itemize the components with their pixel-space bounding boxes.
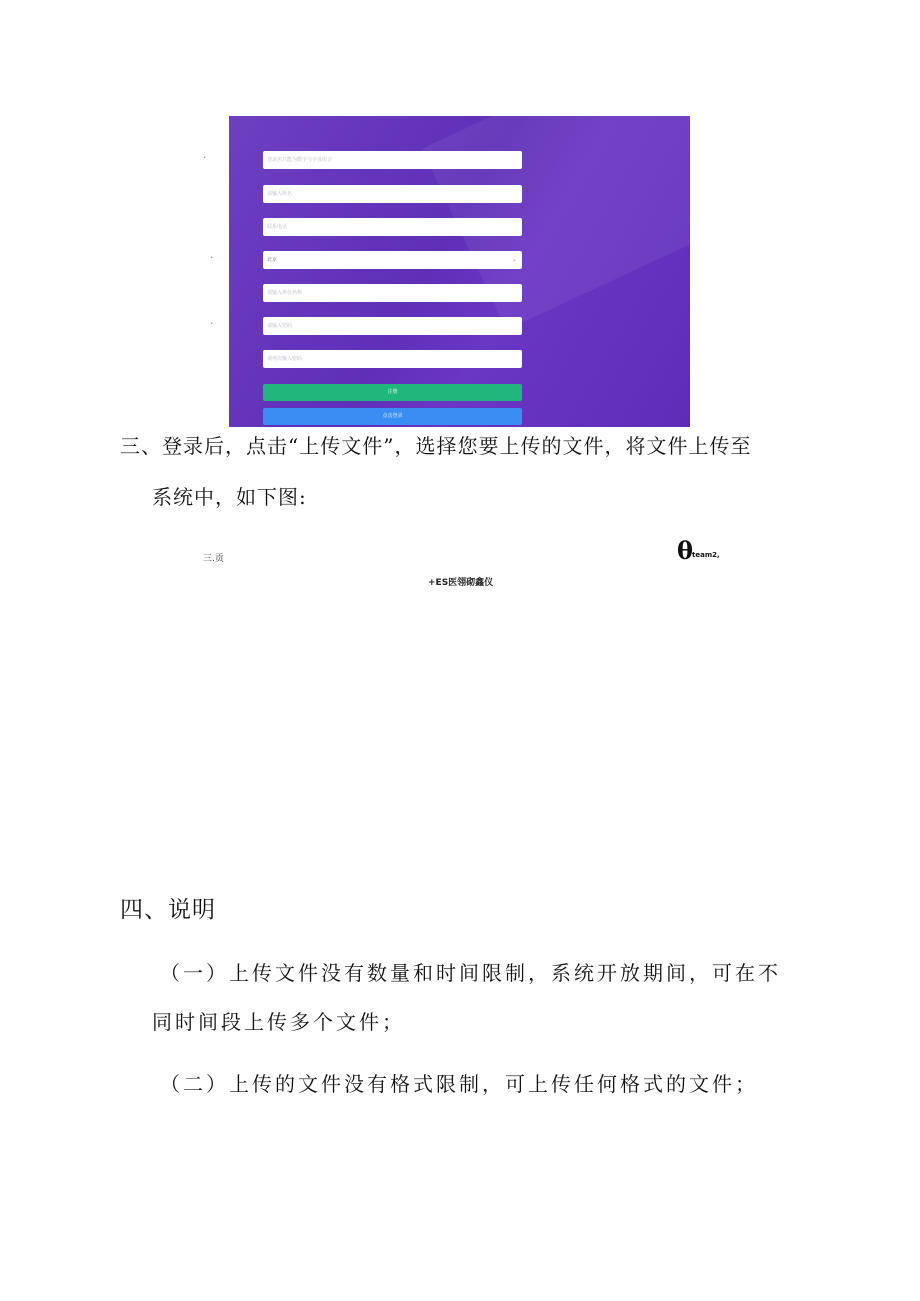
field-label: 确认密码 <box>201 353 229 361</box>
register-button[interactable]: 注册 <box>263 384 522 401</box>
section4-heading: 四、说明 <box>120 897 216 923</box>
section4-p2: （二）上传的文件没有格式限制，可上传任何格式的文件； <box>160 1072 758 1096</box>
password-input[interactable]: 请输入密码 <box>263 317 522 335</box>
province-select[interactable] <box>263 251 522 269</box>
chevron-down-icon: ⌄ <box>511 256 517 263</box>
step3-line1: 三、登录后，点击“上传文件”，选择您要上传的文件，将文件上传至 <box>120 434 752 458</box>
company-input[interactable]: 请输入单位名称 <box>263 284 522 302</box>
required-mark: · <box>203 154 206 162</box>
step3-line2: 系统中，如下图: <box>152 485 307 509</box>
fragment-center-text: +ES医翎砌鑫仪 <box>428 578 494 588</box>
required-mark: · <box>210 254 213 262</box>
field-label: 联系电话 <box>201 221 229 229</box>
fragment-left-text: 三.贡 <box>203 554 224 564</box>
phone-input[interactable]: 联系电话 <box>263 218 522 236</box>
field-label: 联系人 <box>208 188 229 196</box>
field-label: · 密码 <box>210 320 229 328</box>
section4-p1-line1: （一）上传文件没有数量和时间限制，系统开放期间，可在不 <box>160 961 781 985</box>
theta-glyph: θ <box>677 536 694 565</box>
field-label: 单位名称 <box>201 287 229 295</box>
province-value: 北京 <box>267 257 278 263</box>
confirm-password-input[interactable]: 请再次输入密码 <box>263 350 522 368</box>
required-mark: · <box>210 320 213 328</box>
username-input[interactable]: 登录名只能为数字与字母组合 <box>263 151 522 169</box>
login-button[interactable]: 点击登录 <box>263 408 522 425</box>
field-label: · 省份 <box>210 254 229 262</box>
fragment-team-text: team2, <box>692 551 720 559</box>
section4-p1-line2: 同时间段上传多个文件； <box>152 1010 405 1034</box>
registration-form-screenshot <box>201 116 690 427</box>
contact-input[interactable]: 请输入姓名 <box>263 185 522 203</box>
field-label: · 登录名 <box>203 154 229 162</box>
